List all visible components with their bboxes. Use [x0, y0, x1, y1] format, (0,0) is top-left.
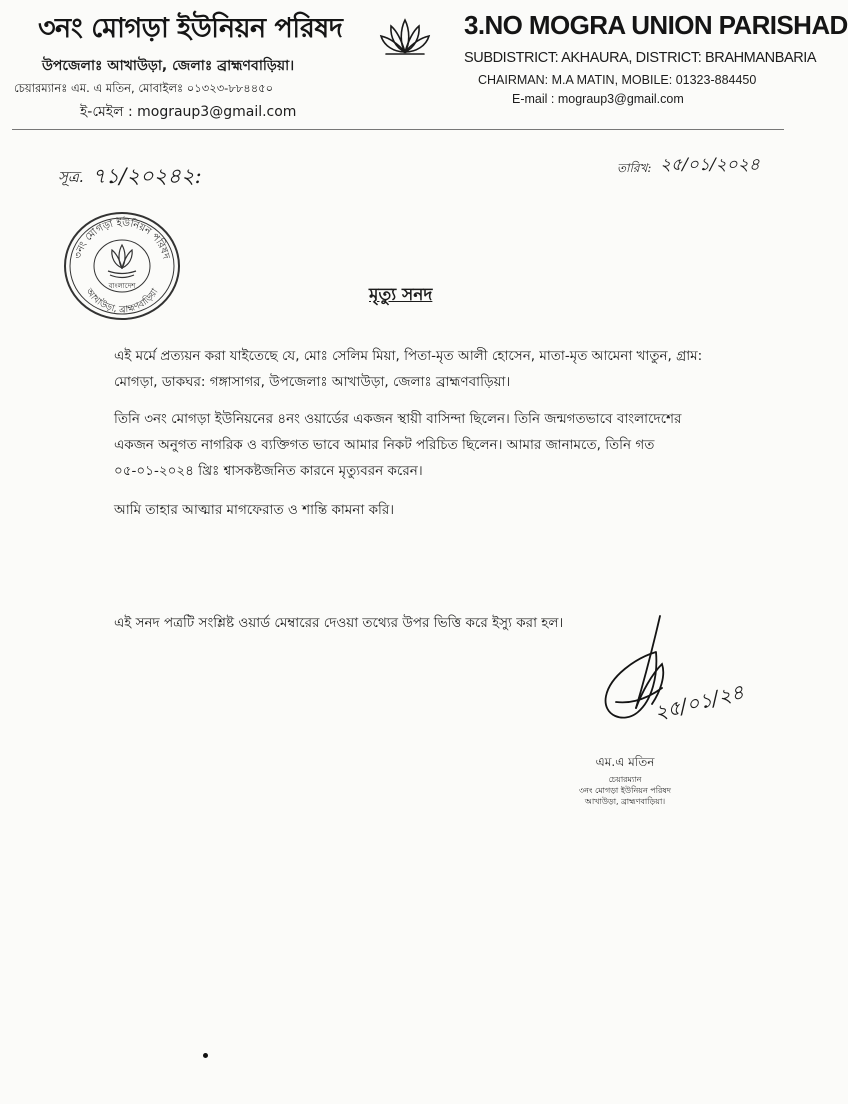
chairman-location: আখাউড়া, ব্রাহ্মণবাড়িয়া।: [584, 797, 666, 806]
seal-center-text: বাংলাদেশ: [108, 282, 136, 290]
bn-header-email: ই-মেইল : mograup3@gmail.com: [80, 104, 297, 120]
en-header-title: 3.NO MOGRA UNION PARISHAD: [464, 10, 848, 40]
en-header-chairman: CHAIRMAN: M.A MATIN, MOBILE: 01323-884450: [478, 73, 757, 87]
union-seal: [62, 210, 182, 322]
bn-header-subdistrict: উপজেলাঃ আখাউড়া, জেলাঃ ব্রাহ্মণবাড়িয়া।: [42, 58, 295, 74]
page-speck: [203, 1053, 208, 1058]
memo-number: ৭১/২০২৪২:: [92, 164, 202, 188]
certificate-paragraph-2: তিনি ৩নং মোগড়া ইউনিয়নের ৪নং ওয়ার্ডের একজন স্থায়ী বাসিন্দা ছিলেন। তিনি জন্মগতভাবে বাংলাদেশের একজন অনুগত নাগরিক ও ব্যক্তিগত ভাবে আমার নিকট পরিচিত ছিলেন। আমার জানামতে, তিনি গত ০৫-০১-২০২৪ খ্রিঃ শ্বাসকষ্টজনিত কারনে মৃত্যুবরন করেন।: [114, 411, 682, 479]
header-divider: [12, 129, 784, 130]
memo-label: সূত্র.: [58, 168, 84, 186]
certificate-paragraph-3: আমি তাহার আত্মার মাগফেরাত ও শান্তি কামনা করি।: [114, 502, 395, 518]
seal-bottom-text: আখাউড়া, ব্রাহ্মণবাড়িয়া: [83, 287, 161, 316]
date-label: তারিখ:: [617, 161, 652, 175]
bn-header-title: ৩নং মোগড়া ইউনিয়ন পরিষদ: [38, 13, 343, 44]
chairman-stamp: [540, 754, 710, 807]
certificate-title: মৃত্যু সনদ: [369, 285, 433, 305]
chairman-designation: চেয়ারম্যান: [608, 775, 642, 784]
seal-lotus-icon: [108, 245, 136, 278]
chairman-office: ৩নং মোগড়া ইউনিয়ন পরিষদ: [578, 786, 671, 795]
signature-date: ২৫/০১/২৪: [651, 679, 747, 725]
bn-header-chairman: চেয়ারম্যানঃ এম. এ মতিন, মোবাইলঃ ০১৩২৩-৮৮৪৪৫০: [14, 81, 274, 95]
lotus-icon: [378, 14, 432, 56]
en-header-subdistrict: SUBDISTRICT: AKHAURA, DISTRICT: BRAHMANBARIA: [464, 50, 817, 66]
certificate-paragraph-4: এই সনদ পত্রটি সংশ্লিষ্ট ওয়ার্ড মেম্বারের দেওয়া তথ্যের উপর ভিত্তি করে ইস্যু করা হল।: [114, 615, 564, 631]
en-header-email: E-mail : mograup3@gmail.com: [512, 92, 684, 106]
svg-text:আখাউড়া, ব্রাহ্মণবাড়িয়া: [83, 286, 161, 315]
seal-top-text: ৩নং মোগড়া ইউনিয়ন পরিষদ: [72, 217, 172, 261]
chairman-name: এম.এ মতিন: [595, 755, 655, 769]
issue-date: ২৫/০১/২০২৪: [660, 155, 760, 175]
certificate-paragraph-1: এই মর্মে প্রত্যয়ন করা যাইতেছে যে, মোঃ সেলিম মিয়া, পিতা-মৃত আলী হোসেন, মাতা-মৃত আমেনা খাতুন, গ্রাম: মোগড়া, ডাকঘর: গঙ্গাসাগর, উপজেলাঃ আখাউড়া, জেলাঃ ব্রাহ্মণবাড়িয়া।: [114, 348, 703, 390]
